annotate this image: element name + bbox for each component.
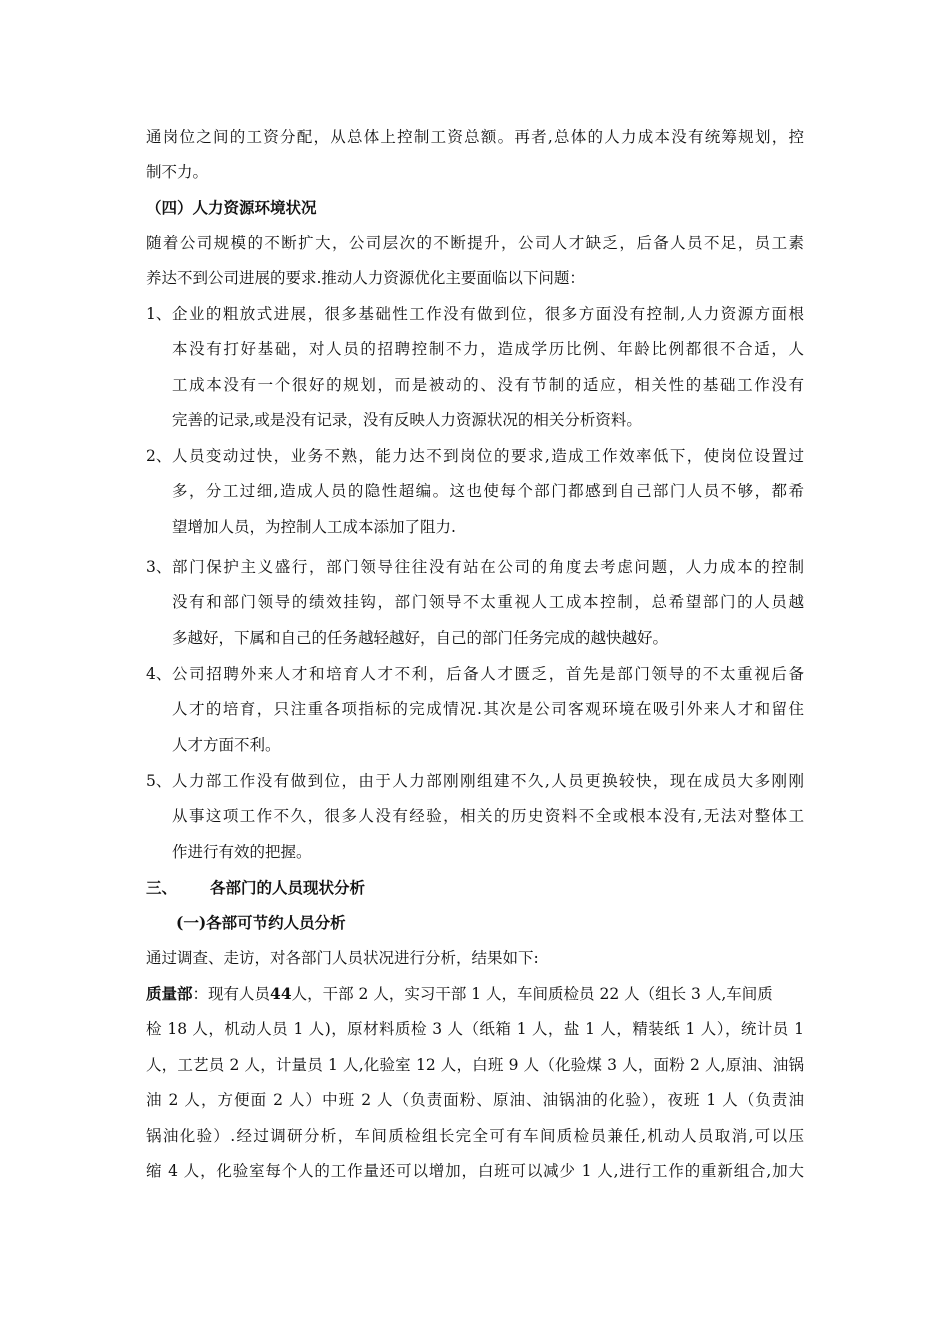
list-item-line: 工成本没有一个很好的规划，而是被动的、没有节制的适应，相关性的基础工作没有 bbox=[172, 376, 804, 394]
list-item-line: 作进行有效的把握。 bbox=[172, 843, 312, 861]
dept-text: ：现有人员 bbox=[192, 985, 271, 1003]
paragraph-line: 通过调查、走访，对各部门人员状况进行分析，结果如下: bbox=[146, 949, 539, 967]
list-item-line: 没有和部门领导的绩效挂钩，部门领导不太重视人工成本控制，总希望部门的人员越 bbox=[172, 593, 804, 611]
section-title: 各部门的人员现状分析 bbox=[210, 878, 366, 897]
list-number: 3、 bbox=[146, 558, 172, 576]
list-item-line: 人力部工作没有做到位，由于人力部刚刚组建不久,人员更换较快，现在成员大多刚刚 bbox=[172, 772, 804, 790]
paragraph-line: 油 2 人，方便面 2 人）中班 2 人（负责面粉、原油、油锅油的化验），夜班 1 人（负责油 bbox=[146, 1091, 804, 1109]
list-item-line: 望增加人员，为控制人工成本添加了阻力. bbox=[172, 518, 456, 536]
list-item-line: 多越好，下属和自己的任务越轻越好，自己的部门任务完成的越快越好。 bbox=[172, 629, 669, 647]
list-item-line: 人才方面不利。 bbox=[172, 736, 281, 754]
list-item-line: 从事这项工作不久，很多人没有经验，相关的历史资料不全或根本没有,无法对整体工 bbox=[172, 807, 804, 825]
section-number: 三、 bbox=[146, 878, 178, 897]
list-item-line: 完善的记录,或是没有记录，没有反映人力资源状况的相关分析资料。 bbox=[172, 411, 642, 429]
list-item-line: 多，分工过细,造成人员的隐性超编。这也使每个部门都感到自己部门人员不够，都希 bbox=[172, 482, 804, 500]
dept-text: 人，干部 2 人，实习干部 1 人，车间质检员 22 人（组长 3 人,车间质 bbox=[291, 985, 773, 1003]
headcount-value: 44 bbox=[270, 984, 292, 1003]
paragraph-line: 缩 4 人，化验室每个人的工作量还可以增加，白班可以减少 1 人,进行工作的重新组合,加大 bbox=[146, 1162, 804, 1180]
paragraph-line: 随着公司规模的不断扩大，公司层次的不断提升，公司人才缺乏，后备人员不足，员工素 bbox=[146, 234, 804, 252]
list-number: 2、 bbox=[146, 447, 172, 465]
list-item-line: 公司招聘外来人才和培育人才不利，后备人才匮乏，首先是部门领导的不太重视后备 bbox=[172, 665, 804, 683]
list-item-line: 人员变动过快，业务不熟，能力达不到岗位的要求,造成工作效率低下，使岗位设置过 bbox=[172, 447, 804, 465]
list-item-line: 本没有打好基础，对人员的招聘控制不力，造成学历比例、年龄比例都很不合适，人 bbox=[172, 340, 804, 358]
paragraph-line: 通岗位之间的工资分配，从总体上控制工资总额。再者,总体的人力成本没有统筹规划，控 bbox=[146, 128, 804, 146]
paragraph-line: 锅油化验）.经过调研分析，车间质检组长完全可有车间质检员兼任,机动人员取消,可以压 bbox=[146, 1127, 804, 1145]
list-number: 4、 bbox=[146, 665, 172, 683]
list-item-line: 企业的粗放式进展，很多基础性工作没有做到位，很多方面没有控制,人力资源方面根 bbox=[172, 305, 804, 323]
list-number: 5、 bbox=[146, 772, 172, 790]
paragraph-line: 人，工艺员 2 人，计量员 1 人,化验室 12 人，白班 9 人（化验煤 3 人，面粉 2 人,原油、油锅 bbox=[146, 1056, 804, 1074]
dept-label: 质量部 bbox=[146, 984, 193, 1003]
paragraph-line: 制不力。 bbox=[146, 163, 209, 181]
paragraph-line: 养达不到公司进展的要求.推动人力资源优化主要面临以下问题： bbox=[146, 269, 585, 287]
section-heading: （四）人力资源环境状况 bbox=[146, 198, 317, 217]
list-item-line: 人才的培育，只注重各项指标的完成情况.其次是公司客观环境在吸引外来人才和留住 bbox=[172, 700, 804, 718]
list-number: 1、 bbox=[146, 305, 172, 323]
paragraph-line: 检 18 人，机动人员 1 人)，原材料质检 3 人（纸箱 1 人，盐 1 人，精装纸 1 人），统计员 1 bbox=[146, 1020, 804, 1038]
list-item-line: 部门保护主义盛行，部门领导往往没有站在公司的角度去考虑问题，人力成本的控制 bbox=[172, 558, 804, 576]
quality-dept-first-line bbox=[146, 984, 804, 1004]
subsection-title: (一)各部可节约人员分析 bbox=[176, 913, 346, 932]
